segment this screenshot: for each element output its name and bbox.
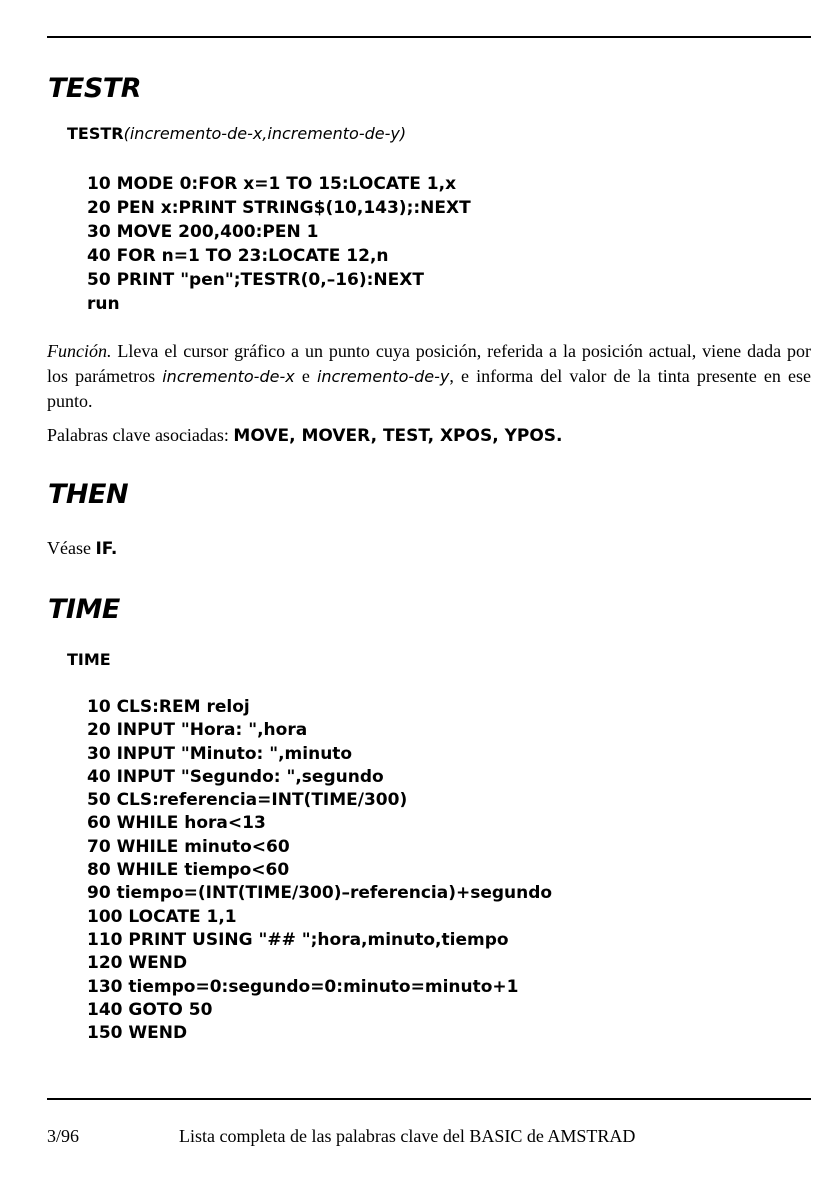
footer-title: Lista completa de las palabras clave del BASIC de AMSTRAD <box>179 1126 636 1146</box>
function-param-x: incremento-de-x <box>162 367 295 386</box>
code-line: run <box>87 294 120 314</box>
code-line: 40 INPUT "Segundo: ",segundo <box>87 766 384 787</box>
function-text-1: Lleva el cursor gráfico a un punto cuya posición, referida a la posición actual, viene dada por los parámetros <box>47 341 811 386</box>
function-text-2: e <box>294 366 317 386</box>
code-line: 80 WHILE tiempo<60 <box>87 860 290 881</box>
page-number: 3/96 <box>47 1126 80 1146</box>
bottom-rule <box>47 1098 811 1100</box>
testr-related-keywords <box>47 423 811 449</box>
code-line: 120 WEND <box>87 953 188 974</box>
section-heading-testr: TESTR <box>48 73 142 104</box>
related-keywords-list: MOVE, MOVER, TEST, XPOS, YPOS. <box>233 426 563 446</box>
code-line: 10 CLS:REM reloj <box>87 697 250 717</box>
code-line: 150 WEND <box>87 1023 188 1044</box>
code-line: 30 INPUT "Minuto: ",minuto <box>87 743 353 764</box>
code-line: 50 CLS:referencia=INT(TIME/300) <box>87 790 408 811</box>
testr-syntax-keyword: TESTR <box>67 124 124 143</box>
code-line: 110 PRINT USING "## ";hora,minuto,tiempo <box>87 929 509 950</box>
testr-function-description <box>47 339 811 414</box>
see-also-ref: IF. <box>95 539 118 559</box>
time-syntax <box>67 650 111 670</box>
time-code-listing <box>87 696 552 1045</box>
section-heading-time: TIME <box>48 594 120 625</box>
code-line: 60 WHILE hora<13 <box>87 813 266 834</box>
then-see-also <box>47 536 811 562</box>
code-line: 10 MODE 0:FOR x=1 TO 15:LOCATE 1,x <box>87 174 457 194</box>
code-line: 140 GOTO 50 <box>87 999 213 1020</box>
code-line: 30 MOVE 200,400:PEN 1 <box>87 222 319 242</box>
testr-code-listing <box>87 172 471 316</box>
code-line: 130 tiempo=0:segundo=0:minuto=minuto+1 <box>87 976 519 997</box>
time-syntax-keyword: TIME <box>67 650 111 669</box>
function-label: Función. <box>47 341 112 361</box>
code-line: 90 tiempo=(INT(TIME/300)–referencia)+segundo <box>87 883 553 904</box>
section-heading-then: THEN <box>48 479 129 510</box>
code-line: 100 LOCATE 1,1 <box>87 906 237 927</box>
code-line: 40 FOR n=1 TO 23:LOCATE 12,n <box>87 246 389 266</box>
code-line: 20 PEN x:PRINT STRING$(10,143);:NEXT <box>87 198 471 218</box>
see-also-text: Véase <box>47 538 96 558</box>
function-param-y: incremento-de-y <box>316 367 450 386</box>
top-rule <box>47 36 811 38</box>
testr-syntax-args: (incremento-de-x,incremento-de-y) <box>123 124 407 143</box>
code-line: 70 WHILE minuto<60 <box>87 836 290 857</box>
testr-syntax <box>67 124 406 144</box>
function-text-3: , e informa del valor de la tinta presente en ese punto. <box>47 366 812 411</box>
related-keywords-label: Palabras clave asociadas: <box>47 425 234 445</box>
code-line: 20 INPUT "Hora: ",hora <box>87 720 308 741</box>
code-line: 50 PRINT "pen";TESTR(0,–16):NEXT <box>87 270 424 290</box>
